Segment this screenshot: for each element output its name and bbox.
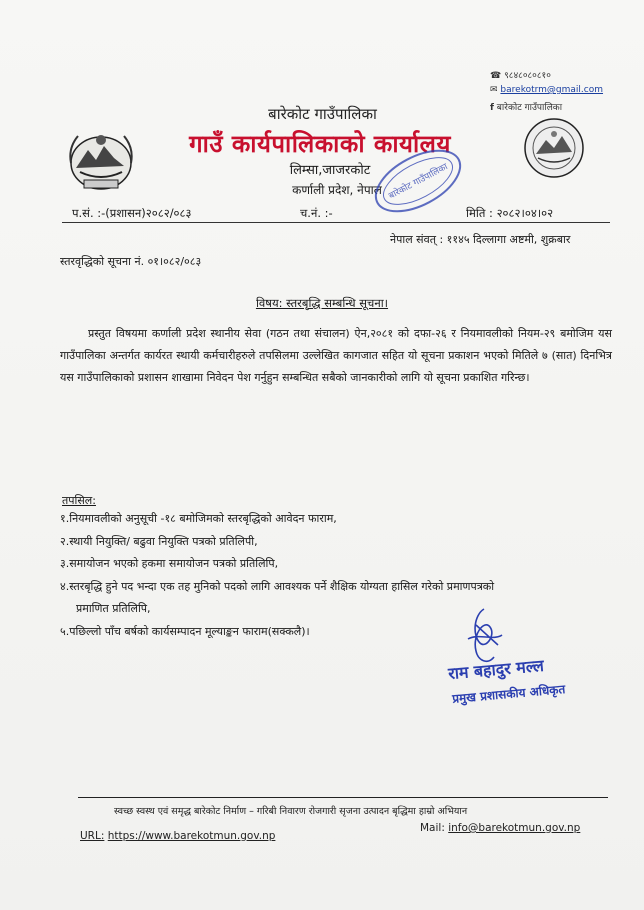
phone-number: ९८४८०८०८१० [504,71,551,81]
email-contact[interactable] [490,85,603,95]
stamp-text: बारेकोट गाउँपालिका [387,162,450,202]
footer-mail[interactable] [420,822,580,834]
subject-text: विषय: स्तरबृद्धि सम्बन्धि सूचना। [255,296,389,310]
office-title: गाउँ कार्यपालिकाको कार्यालय [189,130,451,158]
phone-icon: ☎ [490,71,502,81]
signatory-name: राम बहादुर मल्ल [447,655,545,684]
municipality-name: बारेकोट गाउँपालिका [268,105,377,123]
annex-heading: तपसिल: [62,494,96,507]
notice-number: स्तरवृद्धिको सूचना नं. ०१।०८२/०८३ [60,255,202,268]
footer-url[interactable] [80,830,275,842]
url-label: URL: [80,830,105,842]
nepal-emblem-icon [66,128,136,194]
body-paragraph: प्रस्तुत विषयमा कर्णाली प्रदेश स्थानीय सेवा (गठन तथा संचालन) ऐन,२०८१ को दफा-२६ र नियमावलीको नियम-२९ बमोजिम यस गाउँपालिका अन्तर्गत कार्यरत स्थायी कर्मचारीहरुले तपसिलमा उल्लेखित कागजात सहित यो सूचना प्रकाशन भएको मितिले ७ (सात) दिनभित्र यस गाउँपालिकाको प्रशासन शाखामा निवेदन पेश गर्नुहुन सम्बन्धित सबैको जानकारीको लागि यो सूचना प्रकाशित गरिन्छ। [60,327,612,384]
subject-line [0,296,644,311]
municipality-logo-icon [522,112,586,184]
signatory-title: प्रमुख प्रशासकीय अधिकृत [451,682,566,706]
facebook-page: बारेकोट गाउँपालिका [496,103,563,113]
facebook-icon: f [490,103,494,113]
list-item: १.नियमावलीको अनुसूची -१८ बमोजिमको स्तरबृद्धिको आवेदन फाराम, [60,512,337,525]
nepal-era-date: नेपाल संवत् : ११४५ दिल्लागा अष्टमी, शुक्रबार [390,233,571,246]
footer-slogan: स्वच्छ स्वस्थ एवं समृद्ध बारेकोट निर्माण – गरिबी निवारण रोजगारी सृजना उत्पादन बृद्धिमा हाम्रो अभियान [114,806,468,817]
letter-date: मिति : २०८२।०४।०२ [466,206,554,220]
website-link[interactable]: https://www.barekotmun.gov.np [107,830,276,842]
list-item: ४.स्तरबृद्धि हुने पद भन्दा एक तह मुनिको पदको लागि आवश्यक पर्ने शैक्षिक योग्यता हासिल गरेको प्रमाणपत्रको [60,579,495,593]
chalani-number: च.नं. :- [300,206,333,220]
patra-sankhya: प.सं. :-(प्रशासन)२०८२/०८३ [72,206,192,220]
list-item-continuation: प्रमाणित प्रतिलिपि, [76,602,151,615]
mail-link[interactable]: info@barekotmun.gov.np [448,822,581,834]
annex-list [60,508,620,643]
mail-icon: ✉ [490,85,498,95]
email-link[interactable]: barekotrm@gmail.com [500,85,604,95]
office-address-line1: लिम्सा,जाजरकोट [289,163,371,178]
list-item: ५.पछिल्लो पाँच बर्षको कार्यसम्पादन मूल्याङ्कन फाराम(सक्कलै)। [60,624,310,638]
footer-divider [78,797,608,798]
list-item: २.स्थायी नियुक्ति/ बढुवा नियुक्ति पत्रको प्रतिलिपी, [60,534,258,548]
phone-contact [490,68,551,81]
office-address-line2: कर्णाली प्रदेश, नेपाल [292,183,382,197]
list-item: ३.समायोजन भएको हकमा समायोजन पत्रको प्रतिलिपि, [60,557,279,570]
mail-label: Mail: [420,822,445,834]
